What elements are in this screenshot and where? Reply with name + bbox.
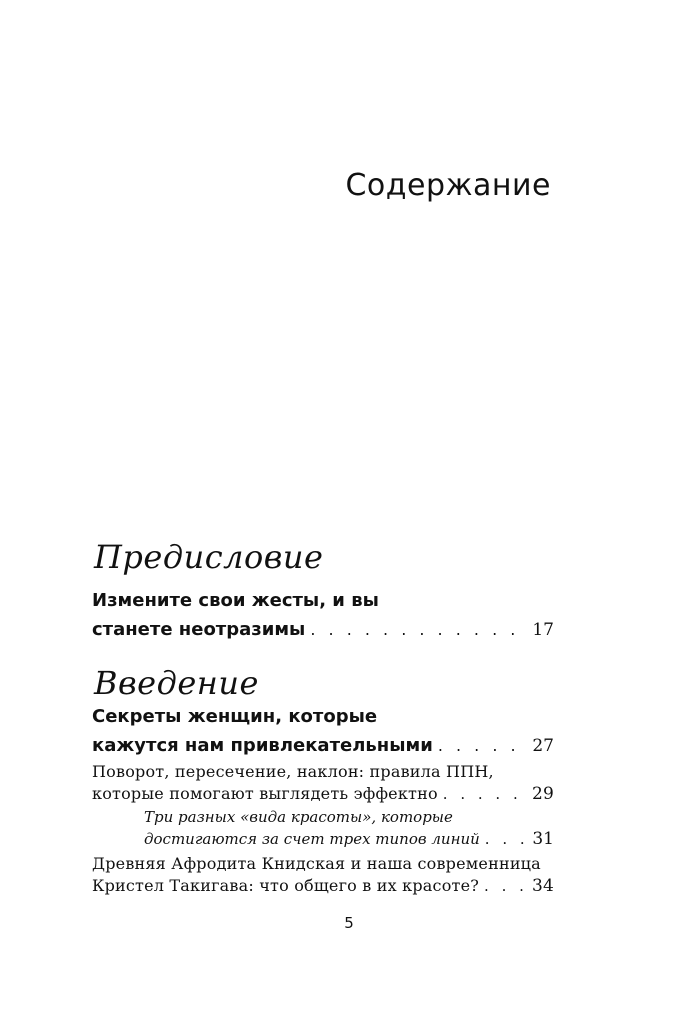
toc-entry-text: Секреты женщин, которые: [92, 706, 378, 727]
dot-leader: [433, 731, 530, 760]
toc-page-number: 27: [532, 736, 554, 756]
toc-entry-line: [92, 853, 554, 875]
toc-entry-text: Измените свои жесты, и вы: [92, 590, 379, 611]
dot-leader: [305, 615, 529, 644]
toc-entry-line: [92, 615, 554, 645]
toc-entry-line: [144, 828, 554, 850]
section-heading-introduction: Введение: [94, 664, 259, 702]
toc-entry-text: Три разных «вида красоты», которые: [144, 808, 453, 826]
page-number-footer: 5: [344, 914, 354, 932]
dot-leader: [480, 828, 530, 850]
toc-entry-line: [92, 875, 554, 897]
section-heading-preface: Предисловие: [94, 538, 324, 576]
dot-leader: [438, 783, 529, 805]
toc-entry-line: [92, 731, 554, 761]
toc-entry-text: кажутся нам привлекательными: [92, 735, 433, 756]
toc-entry-text: станете неотразимы: [92, 619, 306, 640]
toc-entry-line: [92, 702, 554, 731]
toc-page-number: 17: [532, 620, 554, 640]
toc-entry-text: Поворот, пересечение, наклон: правила ППН,: [92, 762, 494, 781]
toc-entry[interactable]: [92, 853, 554, 897]
toc-entry[interactable]: [92, 761, 554, 805]
toc-entry-line: [92, 783, 554, 805]
toc-entry[interactable]: [144, 806, 554, 850]
toc-entry[interactable]: [92, 702, 554, 761]
toc-entry-line: [92, 586, 554, 615]
toc-entry-text: Кристел Такигава: что общего в их красоте?: [92, 876, 480, 895]
toc-entry-line: [92, 761, 554, 783]
toc-entry[interactable]: [92, 586, 554, 645]
toc-entry-text: достигаются за счет трех типов линий: [144, 830, 480, 848]
toc-page-number: 29: [531, 784, 554, 804]
toc-page-number: 34: [531, 876, 554, 896]
dot-leader: [479, 875, 529, 897]
toc-entry-line: [144, 806, 554, 828]
toc-entry-text: Древняя Афродита Книдская и наша современница: [92, 854, 541, 873]
toc-entry-text: которые помогают выглядеть эффектно: [92, 784, 438, 803]
toc-page-number: 31: [532, 829, 554, 849]
toc-title: Содержание: [345, 168, 551, 203]
